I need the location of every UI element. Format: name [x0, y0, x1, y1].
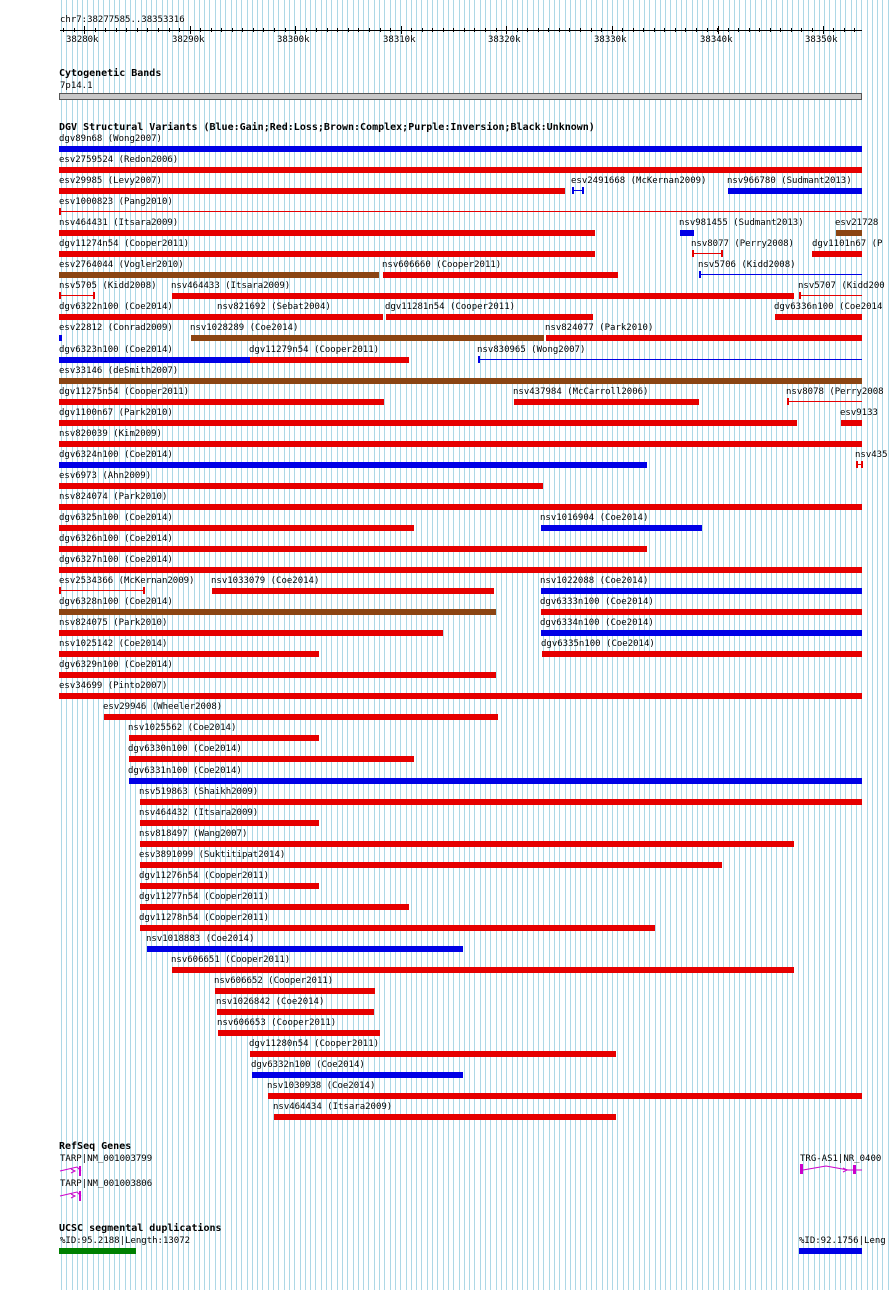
variant-label[interactable]: dgv11281n54 (Cooper2011) — [385, 302, 516, 312]
segdup-label[interactable]: %ID:92.1756|Leng — [799, 1236, 886, 1246]
variant-label[interactable]: nsv464433 (Itsara2009) — [171, 281, 291, 291]
variant-bar[interactable] — [140, 820, 319, 826]
variant-bar[interactable] — [59, 399, 384, 405]
variant-end-mark — [59, 587, 61, 594]
ruler-axis — [60, 30, 862, 31]
variant-label[interactable]: nsv437984 (McCarroll2006) — [513, 387, 649, 397]
variant-bar[interactable] — [728, 188, 862, 194]
ruler-minor-tick — [200, 28, 201, 32]
ruler-minor-tick — [232, 28, 233, 32]
ruler-minor-tick — [137, 28, 138, 32]
variant-label[interactable]: esv2764044 (Vogler2010) — [59, 260, 184, 270]
variant-bar[interactable] — [268, 1093, 862, 1099]
variant-label[interactable]: nsv606651 (Cooper2011) — [171, 955, 291, 965]
ruler-minor-tick — [559, 28, 560, 32]
ruler-major-tick — [401, 26, 402, 34]
ruler-minor-tick — [95, 28, 96, 32]
variant-bar[interactable] — [680, 230, 694, 236]
grid-line — [882, 0, 883, 1290]
gene-model-trg-as1[interactable] — [798, 1162, 868, 1178]
gene-label[interactable]: TARP|NM_001003799 — [60, 1154, 153, 1164]
variant-bar[interactable] — [541, 588, 862, 594]
variant-label[interactable]: dgv6331n100 (Coe2014) — [128, 766, 242, 776]
dgv-track-title: DGV Structural Variants (Blue:Gain;Red:Loss;Brown:Complex;Purple:Inversion;Black:Unknown) — [59, 122, 595, 133]
ruler-tick-label: 38330k — [594, 35, 627, 45]
ruler-minor-tick — [105, 28, 106, 32]
ruler-minor-tick — [211, 28, 212, 32]
ruler-minor-tick — [464, 28, 465, 32]
variant-bar[interactable] — [59, 504, 862, 510]
ruler-minor-tick — [390, 28, 391, 32]
variant-label[interactable]: esv1000823 (Pang2010) — [59, 197, 173, 207]
ruler-minor-tick — [169, 28, 170, 32]
ruler-major-tick — [84, 26, 85, 34]
segdup-track-title: UCSC segmental duplications — [59, 1223, 222, 1234]
ruler-tick-label: 38300k — [277, 35, 310, 45]
variant-bar[interactable] — [59, 357, 250, 363]
variant-label[interactable]: nsv1030938 (Coe2014) — [267, 1081, 376, 1091]
variant-end-mark — [692, 250, 694, 257]
ruler-minor-tick — [685, 28, 686, 32]
ruler-minor-tick — [158, 28, 159, 32]
ruler-tick-label: 38340k — [700, 35, 733, 45]
ruler-tick-label: 38310k — [383, 35, 416, 45]
variant-bar[interactable] — [59, 378, 862, 384]
ruler-minor-tick — [443, 28, 444, 32]
variant-bar[interactable] — [59, 630, 443, 636]
variant-label[interactable]: esv34699 (Pinto2007) — [59, 681, 168, 691]
ruler-minor-tick — [432, 28, 433, 32]
variant-label[interactable]: esv3891099 (Suktitipat2014) — [139, 850, 286, 860]
variant-label[interactable]: nsv8078 (Perry2008 — [786, 387, 884, 397]
ruler-minor-tick — [369, 28, 370, 32]
variant-bar[interactable] — [59, 693, 862, 699]
variant-bar[interactable] — [250, 357, 409, 363]
ruler-minor-tick — [306, 28, 307, 32]
ruler-position-label: chr7:38277585..38353316 — [60, 15, 185, 25]
variant-label[interactable]: nsv606652 (Cooper2011) — [214, 976, 334, 986]
variant-label[interactable]: dgv11274n54 (Cooper2011) — [59, 239, 190, 249]
variant-label[interactable]: nsv464431 (Itsara2009) — [59, 218, 179, 228]
variant-label[interactable]: nsv981455 (Sudmant2013) — [679, 218, 804, 228]
ruler-minor-tick — [791, 28, 792, 32]
ruler-minor-tick — [844, 28, 845, 32]
variant-bar[interactable] — [59, 546, 647, 552]
ruler-minor-tick — [274, 28, 275, 32]
variant-bar[interactable] — [129, 735, 319, 741]
ruler-tick-label: 38290k — [172, 35, 205, 45]
variant-label[interactable]: dgv6332n100 (Coe2014) — [251, 1060, 365, 1070]
variant-bar[interactable] — [59, 146, 862, 152]
ruler-minor-tick — [580, 28, 581, 32]
ruler-minor-tick — [812, 28, 813, 32]
variant-end-mark — [93, 292, 95, 299]
ruler-minor-tick — [664, 28, 665, 32]
variant-bar[interactable] — [218, 1030, 380, 1036]
ruler-minor-tick — [738, 28, 739, 32]
variant-end-mark — [861, 461, 863, 468]
ruler-minor-tick — [569, 28, 570, 32]
ruler-minor-tick — [749, 28, 750, 32]
variant-label[interactable]: nsv1018883 (Coe2014) — [146, 934, 255, 944]
ruler-minor-tick — [485, 28, 486, 32]
variant-bar[interactable] — [542, 651, 862, 657]
variant-bar[interactable] — [59, 167, 862, 173]
variant-label[interactable]: dgv1101n67 (P — [812, 239, 883, 249]
variant-bar[interactable] — [775, 314, 862, 320]
variant-end-mark — [143, 587, 145, 594]
variant-label[interactable]: dgv6324n100 (Coe2014) — [59, 450, 173, 460]
variant-bar[interactable] — [541, 609, 862, 615]
variant-bar[interactable] — [140, 841, 794, 847]
ruler-minor-tick — [116, 28, 117, 32]
variant-label[interactable]: dgv6326n100 (Coe2014) — [59, 534, 173, 544]
variant-line[interactable] — [59, 590, 144, 591]
grid-line — [877, 0, 878, 1290]
ruler-minor-tick — [253, 28, 254, 32]
ruler-minor-tick — [527, 28, 528, 32]
variant-end-mark — [478, 356, 480, 363]
ruler-minor-tick — [759, 28, 760, 32]
variant-label[interactable]: dgv6330n100 (Coe2014) — [128, 744, 242, 754]
variant-bar[interactable] — [546, 335, 862, 341]
variant-label[interactable]: nsv830965 (Wong2007) — [477, 345, 586, 355]
ruler-minor-tick — [854, 28, 855, 32]
variant-end-mark — [856, 461, 858, 468]
variant-bar[interactable] — [59, 441, 862, 447]
variant-bar[interactable] — [59, 335, 62, 341]
variant-end-mark — [699, 271, 701, 278]
variant-bar[interactable] — [59, 525, 414, 531]
variant-line[interactable] — [699, 274, 862, 275]
ruler-tick-label: 38320k — [488, 35, 521, 45]
variant-label[interactable]: dgv11276n54 (Cooper2011) — [139, 871, 270, 881]
variant-end-mark — [799, 292, 801, 299]
ruler-minor-tick — [380, 28, 381, 32]
variant-bar[interactable] — [59, 651, 319, 657]
variant-bar[interactable] — [59, 251, 595, 257]
variant-label[interactable]: nsv1028289 (Coe2014) — [190, 323, 299, 333]
variant-bar[interactable] — [129, 756, 414, 762]
variant-label[interactable]: dgv11278n54 (Cooper2011) — [139, 913, 270, 923]
ruler-major-tick — [612, 26, 613, 34]
variant-label[interactable]: esv22812 (Conrad2009) — [59, 323, 173, 333]
ruler-minor-tick — [63, 28, 64, 32]
variant-label[interactable]: nsv1025562 (Coe2014) — [128, 723, 237, 733]
ruler-minor-tick — [179, 28, 180, 32]
gene-model-tarp[interactable] — [55, 1162, 95, 1202]
variant-label[interactable]: dgv1100n67 (Park2010) — [59, 408, 173, 418]
variant-bar[interactable] — [140, 883, 319, 889]
variant-label[interactable]: esv21728 — [835, 218, 879, 228]
ruler-minor-tick — [147, 28, 148, 32]
variant-bar[interactable] — [147, 946, 463, 952]
variant-label[interactable]: nsv464432 (Itsara2009) — [139, 808, 259, 818]
variant-label[interactable]: esv33146 (deSmith2007) — [59, 366, 179, 376]
variant-label[interactable]: esv6973 (Ahn2009) — [59, 471, 152, 481]
ruler-minor-tick — [242, 28, 243, 32]
variant-bar[interactable] — [59, 230, 595, 236]
gene-label[interactable]: TARP|NM_001003806 — [60, 1179, 153, 1189]
ruler-minor-tick — [285, 28, 286, 32]
ruler-minor-tick — [474, 28, 475, 32]
variant-label[interactable]: dgv6325n100 (Coe2014) — [59, 513, 173, 523]
variant-label[interactable]: dgv6329n100 (Coe2014) — [59, 660, 173, 670]
ruler-minor-tick — [643, 28, 644, 32]
variant-label[interactable]: dgv6334n100 (Coe2014) — [540, 618, 654, 628]
ruler-minor-tick — [601, 28, 602, 32]
variant-bar[interactable] — [140, 904, 409, 910]
ruler-minor-tick — [591, 28, 592, 32]
ruler-minor-tick — [833, 28, 834, 32]
variant-label[interactable]: nsv1025142 (Coe2014) — [59, 639, 168, 649]
ruler-minor-tick — [126, 28, 127, 32]
grid-line — [872, 0, 873, 1290]
variant-label[interactable]: nsv8077 (Perry2008) — [691, 239, 794, 249]
ruler-minor-tick — [221, 28, 222, 32]
variant-end-mark — [59, 292, 61, 299]
variant-bar[interactable] — [140, 799, 862, 805]
cytoband-label: 7p14.1 — [60, 81, 93, 91]
variant-label[interactable]: dgv89n68 (Wong2007) — [59, 134, 162, 144]
variant-line[interactable] — [692, 253, 722, 254]
variant-end-mark — [572, 187, 574, 194]
variant-line[interactable] — [799, 295, 862, 296]
variant-bar[interactable] — [140, 925, 655, 931]
variant-bar[interactable] — [59, 462, 647, 468]
ruler-minor-tick — [780, 28, 781, 32]
variant-label[interactable]: nsv821692 (Sebat2004) — [217, 302, 331, 312]
variant-bar[interactable] — [59, 483, 543, 489]
ruler-minor-tick — [728, 28, 729, 32]
variant-label[interactable]: dgv6328n100 (Coe2014) — [59, 597, 173, 607]
variant-label[interactable]: nsv1016904 (Coe2014) — [540, 513, 649, 523]
variant-label[interactable]: dgv11275n54 (Cooper2011) — [59, 387, 190, 397]
variant-line[interactable] — [59, 211, 862, 212]
variant-label[interactable]: esv29985 (Levy2007) — [59, 176, 162, 186]
ruler-minor-tick — [696, 28, 697, 32]
ruler-minor-tick — [337, 28, 338, 32]
variant-label[interactable]: nsv5705 (Kidd2008) — [59, 281, 157, 291]
variant-bar[interactable] — [59, 567, 862, 573]
ruler-minor-tick — [517, 28, 518, 32]
variant-bar[interactable] — [274, 1114, 616, 1120]
ruler-minor-tick — [411, 28, 412, 32]
variant-end-mark — [582, 187, 584, 194]
variant-label[interactable]: nsv824077 (Park2010) — [545, 323, 654, 333]
variant-bar[interactable] — [59, 272, 379, 278]
variant-bar[interactable] — [59, 672, 496, 678]
ruler-minor-tick — [770, 28, 771, 32]
ruler-minor-tick — [348, 28, 349, 32]
variant-line[interactable] — [787, 401, 862, 402]
variant-bar[interactable] — [172, 293, 794, 299]
variant-label[interactable]: dgv11279n54 (Cooper2011) — [249, 345, 380, 355]
variant-label[interactable]: dgv6327n100 (Coe2014) — [59, 555, 173, 565]
variant-label[interactable]: nsv1022088 (Coe2014) — [540, 576, 649, 586]
variant-label[interactable]: nsv824074 (Park2010) — [59, 492, 168, 502]
variant-label[interactable]: nsv435 — [855, 450, 888, 460]
variant-label[interactable]: nsv606660 (Cooper2011) — [382, 260, 502, 270]
ruler-minor-tick — [633, 28, 634, 32]
ruler-tick-label: 38280k — [66, 35, 99, 45]
variant-label[interactable]: dgv6336n100 (Coe2014 — [774, 302, 883, 312]
variant-end-mark — [59, 208, 61, 215]
variant-label[interactable]: esv29946 (Wheeler2008) — [103, 702, 223, 712]
cytoband-track-title: Cytogenetic Bands — [59, 68, 162, 79]
variant-label[interactable]: esv9133 — [840, 408, 878, 418]
ruler-minor-tick — [538, 28, 539, 32]
variant-bar[interactable] — [217, 1009, 374, 1015]
variant-label[interactable]: dgv11280n54 (Cooper2011) — [249, 1039, 380, 1049]
variant-bar[interactable] — [191, 335, 544, 341]
variant-label[interactable]: nsv606653 (Cooper2011) — [217, 1018, 337, 1028]
variant-bar[interactable] — [386, 314, 593, 320]
ruler-minor-tick — [622, 28, 623, 32]
variant-label[interactable]: dgv6322n100 (Coe2014) — [59, 302, 173, 312]
grid-line — [888, 0, 889, 1290]
cytoband-bar[interactable] — [59, 93, 862, 100]
ruler-tick-label: 38350k — [805, 35, 838, 45]
ruler-minor-tick — [263, 28, 264, 32]
variant-bar[interactable] — [212, 588, 494, 594]
variant-label[interactable]: nsv1026842 (Coe2014) — [216, 997, 325, 1007]
ruler-minor-tick — [675, 28, 676, 32]
segdup-bar[interactable] — [59, 1248, 136, 1254]
variant-bar[interactable] — [836, 230, 862, 236]
variant-line[interactable] — [478, 359, 862, 360]
segdup-label[interactable]: %ID:95.2188|Length:13072 — [60, 1236, 191, 1246]
variant-label[interactable]: dgv6333n100 (Coe2014) — [540, 597, 654, 607]
variant-bar[interactable] — [104, 714, 498, 720]
variant-bar[interactable] — [514, 399, 699, 405]
variant-bar[interactable] — [59, 420, 797, 426]
variant-label[interactable]: esv2491668 (McKernan2009) — [571, 176, 707, 186]
variant-bar[interactable] — [812, 251, 862, 257]
variant-label[interactable]: nsv519863 (Shaikh2009) — [139, 787, 259, 797]
variant-label[interactable]: nsv5706 (Kidd2008) — [698, 260, 796, 270]
ruler-minor-tick — [327, 28, 328, 32]
refseq-track-title: RefSeq Genes — [59, 1141, 132, 1152]
variant-label[interactable]: nsv464434 (Itsara2009) — [273, 1102, 393, 1112]
ruler-minor-tick — [707, 28, 708, 32]
segdup-bar[interactable] — [799, 1248, 862, 1254]
variant-bar[interactable] — [129, 778, 862, 784]
variant-bar[interactable] — [250, 1051, 616, 1057]
ruler-minor-tick — [453, 28, 454, 32]
variant-bar[interactable] — [59, 188, 565, 194]
ruler-minor-tick — [316, 28, 317, 32]
variant-bar[interactable] — [172, 967, 794, 973]
variant-bar[interactable] — [541, 630, 862, 636]
ruler-major-tick — [190, 26, 191, 34]
variant-end-mark — [787, 398, 789, 405]
variant-bar[interactable] — [383, 272, 618, 278]
gene-label[interactable]: TRG-AS1|NR_0400 — [800, 1154, 882, 1164]
variant-label[interactable]: nsv966780 (Sudmant2013) — [727, 176, 852, 186]
ruler-major-tick — [506, 26, 507, 34]
grid-line — [867, 0, 868, 1290]
ruler-major-tick — [718, 26, 719, 34]
variant-line[interactable] — [59, 295, 94, 296]
variant-label[interactable]: nsv818497 (Wang2007) — [139, 829, 248, 839]
variant-bar[interactable] — [215, 988, 375, 994]
variant-end-mark — [721, 250, 723, 257]
variant-label[interactable]: esv2534366 (McKernan2009) — [59, 576, 195, 586]
variant-label[interactable]: nsv824075 (Park2010) — [59, 618, 168, 628]
variant-bar[interactable] — [217, 314, 383, 320]
variant-label[interactable]: esv2759524 (Redon2006) — [59, 155, 179, 165]
ruler-minor-tick — [74, 28, 75, 32]
ruler-minor-tick — [496, 28, 497, 32]
variant-bar[interactable] — [841, 420, 862, 426]
variant-label[interactable]: dgv11277n54 (Cooper2011) — [139, 892, 270, 902]
ruler-minor-tick — [358, 28, 359, 32]
variant-label[interactable]: dgv6335n100 (Coe2014) — [541, 639, 655, 649]
ruler-minor-tick — [548, 28, 549, 32]
ruler-major-tick — [823, 26, 824, 34]
ruler-major-tick — [295, 26, 296, 34]
ruler-minor-tick — [801, 28, 802, 32]
variant-label[interactable]: nsv5707 (Kidd200 — [798, 281, 885, 291]
variant-bar[interactable] — [59, 609, 496, 615]
variant-bar[interactable] — [541, 525, 702, 531]
ruler-minor-tick — [654, 28, 655, 32]
variant-label[interactable]: nsv820039 (Kim2009) — [59, 429, 162, 439]
variant-label[interactable]: dgv6323n100 (Coe2014) — [59, 345, 173, 355]
variant-bar[interactable] — [252, 1072, 463, 1078]
ruler-minor-tick — [422, 28, 423, 32]
variant-bar[interactable] — [140, 862, 722, 868]
variant-label[interactable]: nsv1033079 (Coe2014) — [211, 576, 320, 586]
